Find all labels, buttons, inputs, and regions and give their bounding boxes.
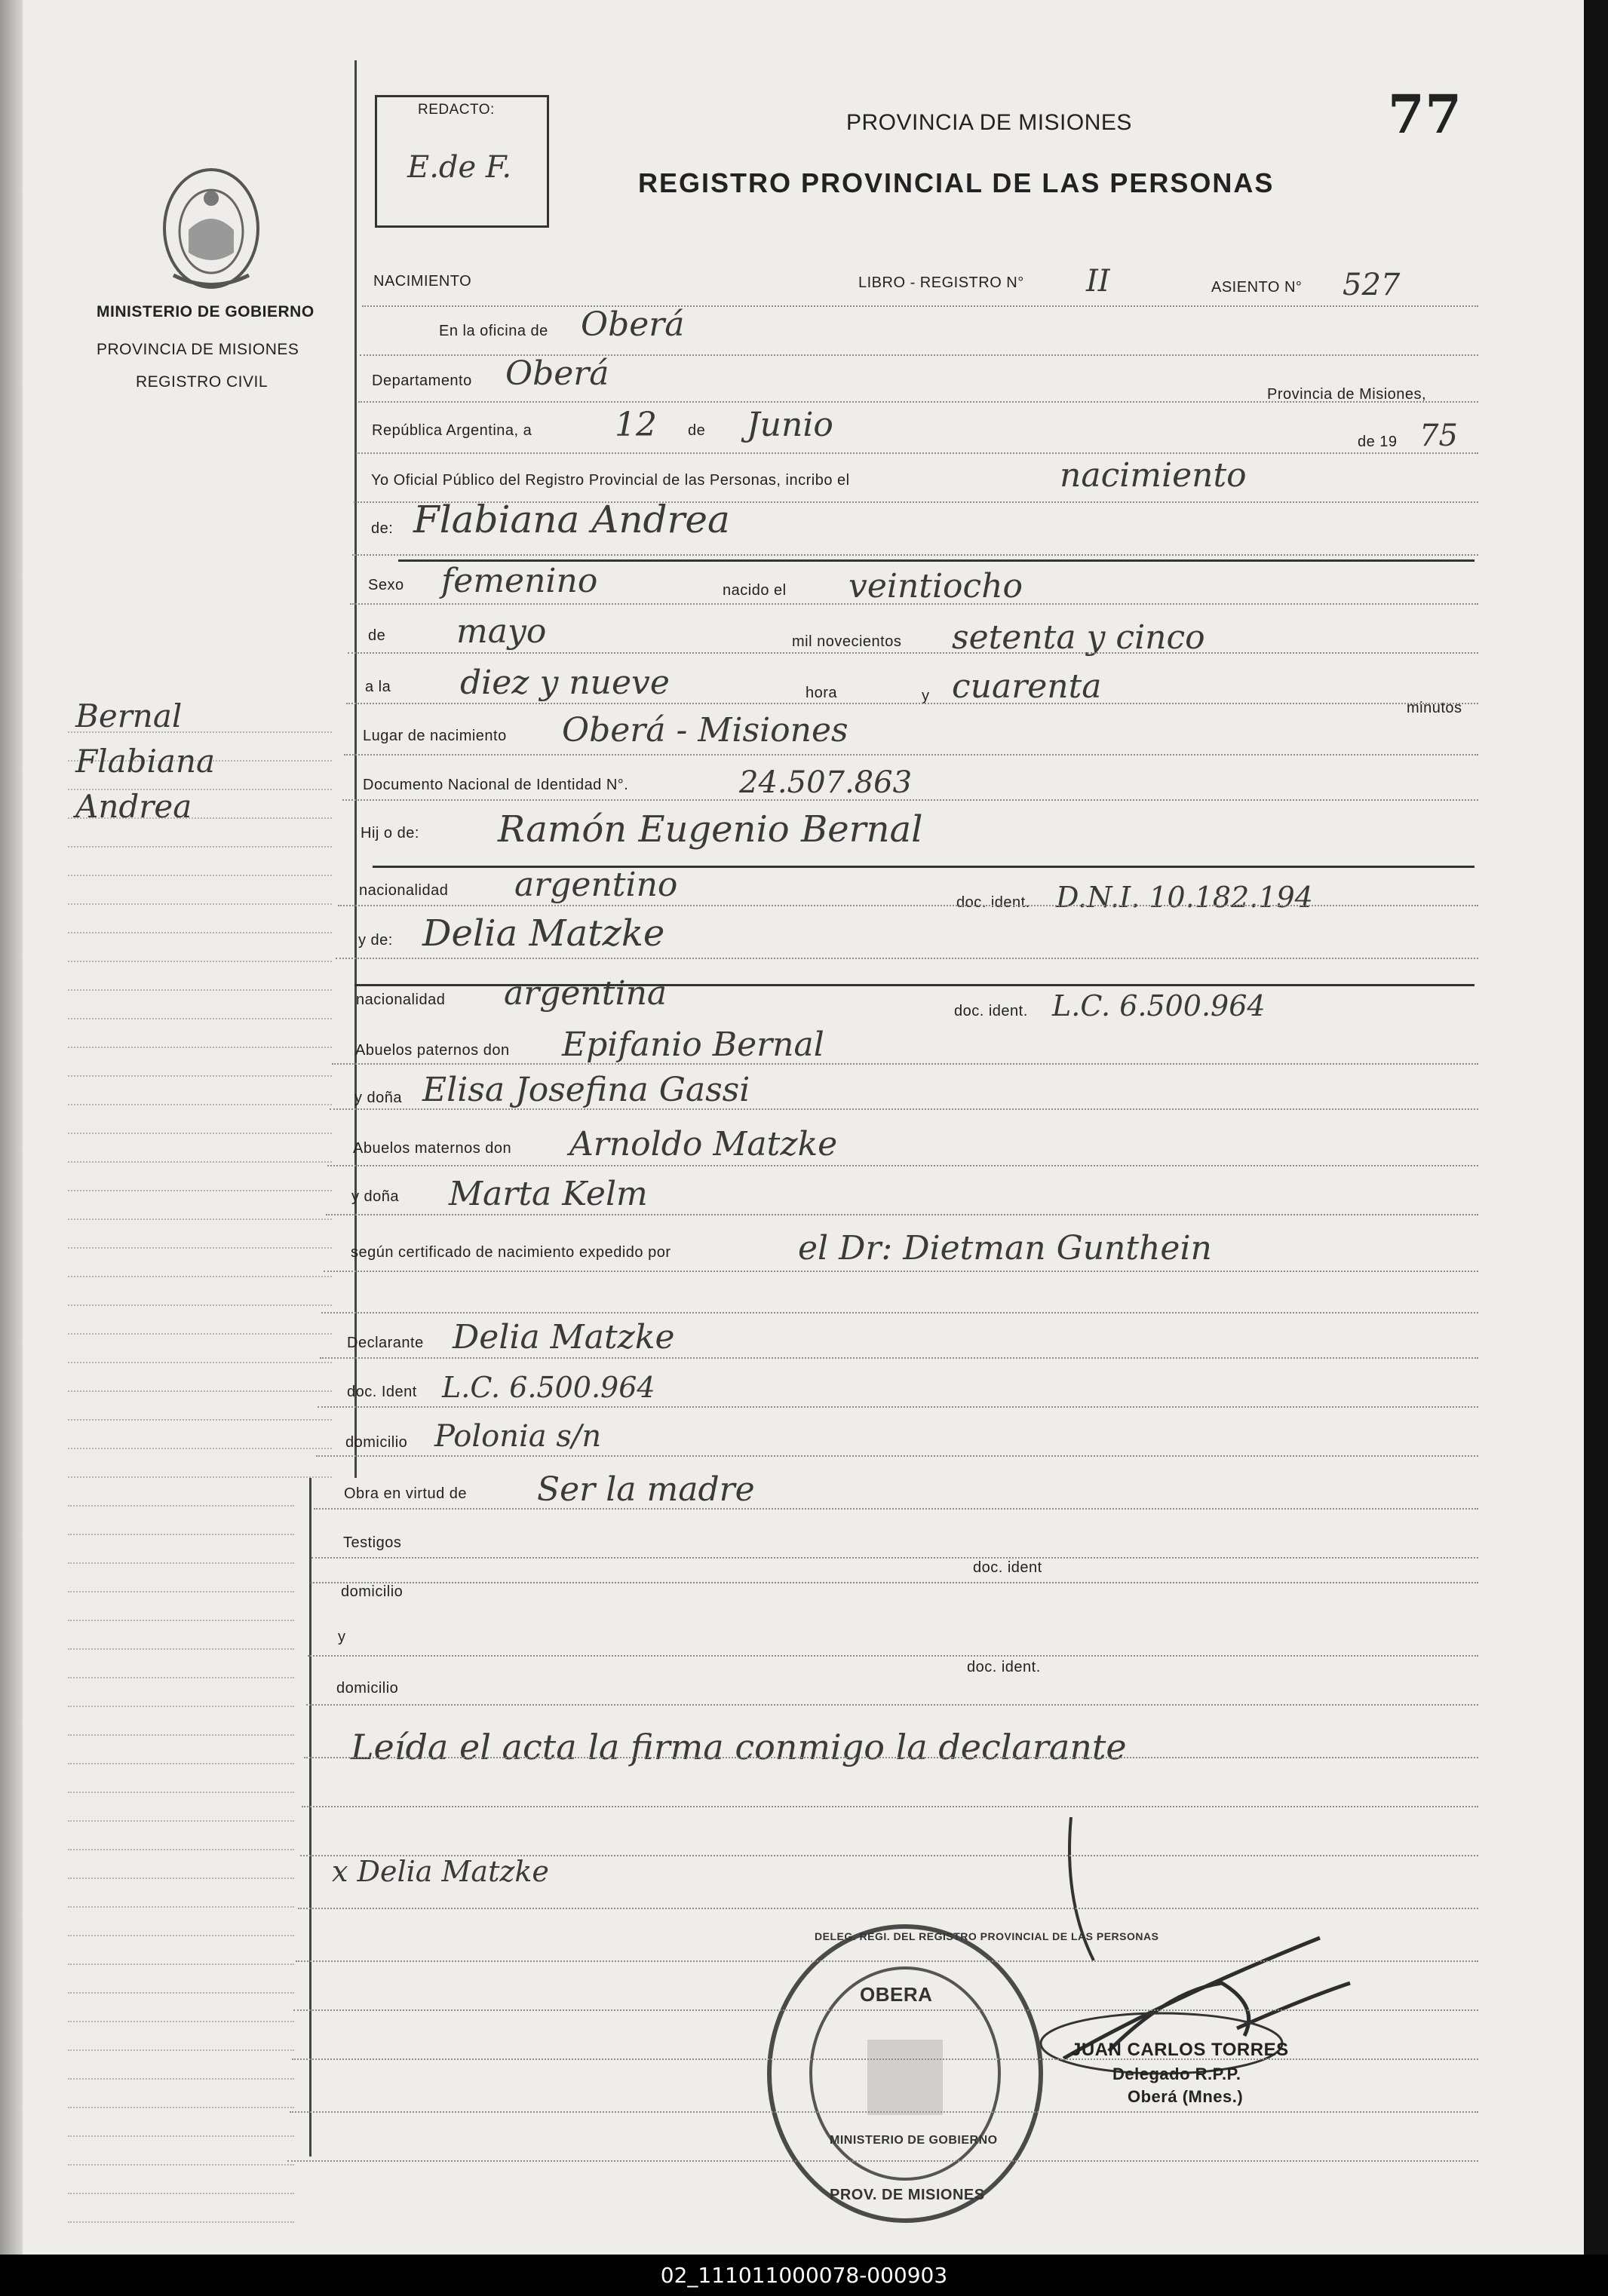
abuela-pat-value: Elisa Josefina Gassi [422,1071,750,1109]
de2-label: de [368,627,386,644]
registry-label: REGISTRO CIVIL [136,373,269,391]
form-rule [311,1582,1478,1583]
form-rule [326,1214,1478,1215]
form-rule [362,305,1478,307]
margin-rule [68,1963,294,1965]
doc-ident-label: doc. ident [973,1559,1042,1576]
page-title: REGISTRO PROVINCIAL DE LAS PERSONAS [638,167,1275,198]
asiento-value: 527 [1343,268,1401,302]
section-separator [398,559,1475,562]
form-rule [306,1704,1478,1706]
margin-rule [68,2193,294,2194]
sexo-label: Sexo [368,577,404,593]
oficina-value: Oberá [581,305,685,344]
margin-rule [68,1276,332,1277]
margin-rule [68,1104,332,1105]
form-rule [352,554,1478,556]
minutos-label: minutos [1407,700,1462,716]
departamento-value: Oberá [505,354,609,393]
asiento-label: ASIENTO N° [1211,279,1303,296]
column-divider-upper [354,60,357,1478]
form-rule [318,1406,1478,1408]
abuelo-mat-value: Arnoldo Matzke [569,1125,838,1163]
nac-padre-label: nacionalidad [359,882,449,899]
margin-rule [68,1047,332,1048]
margin-rule [68,1677,294,1678]
registry-stamp [762,1919,1048,2228]
margin-rule [68,875,332,876]
form-rule [348,652,1478,654]
stamp-bottom: PROV. DE MISIONES [830,2187,985,2203]
margin-rule [68,2078,294,2080]
margin-rule [68,932,332,933]
doc-ident2-label: doc. ident. [967,1659,1041,1675]
lugar-label: Lugar de nacimiento [363,728,507,744]
margin-rule [68,1219,332,1220]
nac-madre-value: argentina [504,974,667,1013]
margin-rule [68,1476,332,1478]
margin-rule [68,961,332,962]
redacto-box [375,95,549,228]
y-label: y [922,688,930,704]
de-nombre-label: de: [371,520,394,537]
margin-rule [68,1648,294,1650]
form-rule [298,1908,1478,1909]
margin-rule [68,2164,294,2166]
margin-rule [68,1878,294,1879]
form-rule [356,452,1478,454]
margin-rule [68,1935,294,1936]
margin-rule [68,1734,294,1736]
margin-rule [68,846,332,848]
certificado-label: según certificado de nacimiento expedido por [351,1244,671,1261]
margin-rule [68,1591,294,1592]
margin-rule [68,2221,294,2223]
margin-rule [68,1448,332,1449]
province-label: PROVINCIA DE MISIONES [97,341,299,358]
margin-rule [68,2107,294,2108]
abuela-mat-value: Marta Kelm [449,1175,648,1213]
mes2-value: mayo [456,612,547,651]
margin-rule [68,1906,294,1908]
anio2-value: setenta y cinco [952,618,1205,657]
domicilio-value: Polonia s/n [434,1419,602,1454]
margin-rule [68,1247,332,1249]
margin-note-first-name: Flabiana [75,743,216,780]
declarant-signature: x Delia Matzke [332,1855,549,1888]
anio-value: 75 [1419,418,1458,453]
doc-padre-value: D.N.I. 10.182.194 [1056,881,1313,914]
dona-label: y doña [354,1090,403,1106]
margin-rule [68,1333,332,1335]
hijo-label: Hij o de: [361,825,419,841]
margin-rule [68,1133,332,1134]
form-rule [293,2009,1478,2011]
oficial-label: Yo Oficial Público del Registro Provincial de las Personas, incribo el [371,472,850,489]
margin-rule [68,903,332,905]
mil-label: mil novecientos [792,633,902,650]
margin-rule [68,1763,294,1764]
header-province: PROVINCIA DE MISIONES [846,110,1132,135]
margin-rule [68,2049,294,2051]
form-rule [304,1757,1478,1758]
margin-rule [68,1792,294,1793]
margin-rule [68,2135,294,2137]
margin-rule [68,1620,294,1621]
form-rule [338,905,1478,906]
margin-rule [68,1562,294,1564]
page-number: 77 [1388,83,1462,146]
anio-label: de 19 [1358,434,1398,450]
margin-rule [68,1849,294,1850]
form-rule [300,1855,1478,1856]
margin-rule [68,1534,294,1535]
form-rule [324,1271,1478,1272]
obra-label: Obra en virtud de [344,1485,468,1502]
doc-padre-label: doc. ident. [956,894,1030,911]
form-rule [342,799,1478,801]
margin-note-surname: Bernal [75,697,183,734]
yde-label: y de: [358,932,393,949]
margin-rule [68,1190,332,1191]
certificado-value: el Dr: Dietman Gunthein [798,1229,1212,1268]
margin-rule [68,1390,332,1392]
file-id-footer: 02_111011000078-000903 [0,2255,1608,2296]
madre-value: Delia Matzke [422,912,665,955]
minutos-value: cuarenta [952,667,1102,706]
oficial-value: nacimiento [1060,456,1247,495]
form-rule [321,1312,1478,1314]
sexo-value: femenino [441,562,598,600]
margin-rule [68,1161,332,1163]
margin-note-second-name: Andrea [75,788,192,825]
form-rule [316,1455,1478,1457]
form-rule [360,354,1478,356]
margin-rule [68,1362,332,1363]
column-divider-lower [309,1478,311,2157]
stamp-ring-text: DELEG. REGI. DEL REGISTRO PROVINCIAL DE LAS PERSONAS [815,1930,1159,1942]
form-rule [332,1063,1478,1065]
margin-rule [68,1706,294,1707]
margin-rule [68,1075,332,1077]
abuelo-pat-value: Epifanio Bernal [562,1025,824,1064]
libro-label: LIBRO - REGISTRO N° [858,274,1024,291]
nombre-value: Flabiana Andrea [413,498,730,541]
doc-madre-value: L.C. 6.500.964 [1052,989,1266,1022]
form-rule [292,2058,1478,2060]
de-label: de [688,422,706,439]
declarante-label: Declarante [347,1335,424,1351]
dia-value: 12 [615,406,657,444]
hora-label: hora [806,685,838,701]
doc-madre-label: doc. ident. [954,1003,1028,1019]
lugar-value: Oberá - Misiones [562,711,848,749]
libro-value: II [1086,264,1110,299]
stamp-city: OBERA [860,1983,933,2006]
form-rule [336,958,1478,959]
form-rule [287,2160,1478,2162]
dni-value: 24.507.863 [739,765,913,800]
domicilio3-label: domicilio [336,1680,399,1697]
section-separator [354,984,1475,986]
domicilio2-label: domicilio [341,1583,404,1600]
abuelos-mat-label: Abuelos maternos don [353,1140,512,1157]
form-rule [296,1960,1478,1962]
redacto-label: REDACTO: [418,102,495,118]
abuelos-pat-label: Abuelos paternos don [355,1042,510,1059]
form-rule [311,1557,1478,1559]
y2-label: y [338,1629,346,1645]
nacimiento-label: NACIMIENTO [373,273,472,290]
margin-rule [68,1992,294,1994]
margin-rule [68,1820,294,1822]
nac-padre-value: argentino [514,866,678,904]
ala-label: a la [365,679,391,695]
nac-madre-label: nacionalidad [356,992,446,1008]
form-rule [290,2111,1478,2113]
form-rule [314,1508,1478,1510]
nacido-value: veintiocho [848,567,1023,605]
ministry-label: MINISTERIO DE GOBIERNO [97,303,315,320]
domicilio-label: domicilio [345,1434,408,1451]
book-spine [0,0,23,2255]
doc-decl-value: L.C. 6.500.964 [442,1371,655,1404]
form-rule [330,1108,1478,1110]
redacto-value: E.de F. [407,150,512,185]
margin-rule [68,2021,294,2022]
departamento-label: Departamento [372,372,472,389]
form-rule [350,603,1478,605]
mes-value: Junio [747,406,833,444]
declarante-value: Delia Matzke [453,1318,675,1356]
margin-rule [68,1419,332,1421]
coat-of-arms-icon [151,162,272,294]
section-separator [373,866,1475,868]
form-rule [302,1806,1478,1807]
obra-value: Ser la madre [537,1470,755,1509]
margin-rule [68,989,332,991]
dni-label: Documento Nacional de Identidad N°. [363,777,629,793]
form-rule [327,1165,1478,1166]
nacido-label: nacido el [723,582,787,599]
official-name: JUAN CARLOS TORRES [1071,2040,1289,2060]
margin-rule [68,1304,332,1306]
republica-label: República Argentina, a [372,422,532,439]
stamp-inner: MINISTERIO DE GOBIERNO [830,2134,998,2147]
form-rule [358,401,1478,403]
padre-value: Ramón Eugenio Bernal [498,808,923,851]
oficina-label: En la oficina de [439,323,548,339]
form-rule [308,1655,1478,1657]
form-rule [320,1357,1478,1359]
form-rule [346,703,1478,704]
hora-value: diez y nueve [460,664,670,702]
form-rule [354,501,1478,503]
closing-statement: Leída el acta la firma conmigo la declarante [351,1727,1127,1767]
official-role: Delegado R.P.P. [1112,2065,1241,2083]
margin-rule [68,1018,332,1019]
dona2-label: y doña [351,1188,400,1205]
testigos-label: Testigos [343,1534,402,1551]
provincia-label: Provincia de Misiones, [1267,386,1427,403]
margin-rule [68,1505,294,1507]
doc-decl-label: doc. Ident [347,1384,417,1400]
official-place: Oberá (Mnes.) [1128,2087,1244,2106]
form-rule [344,754,1478,756]
